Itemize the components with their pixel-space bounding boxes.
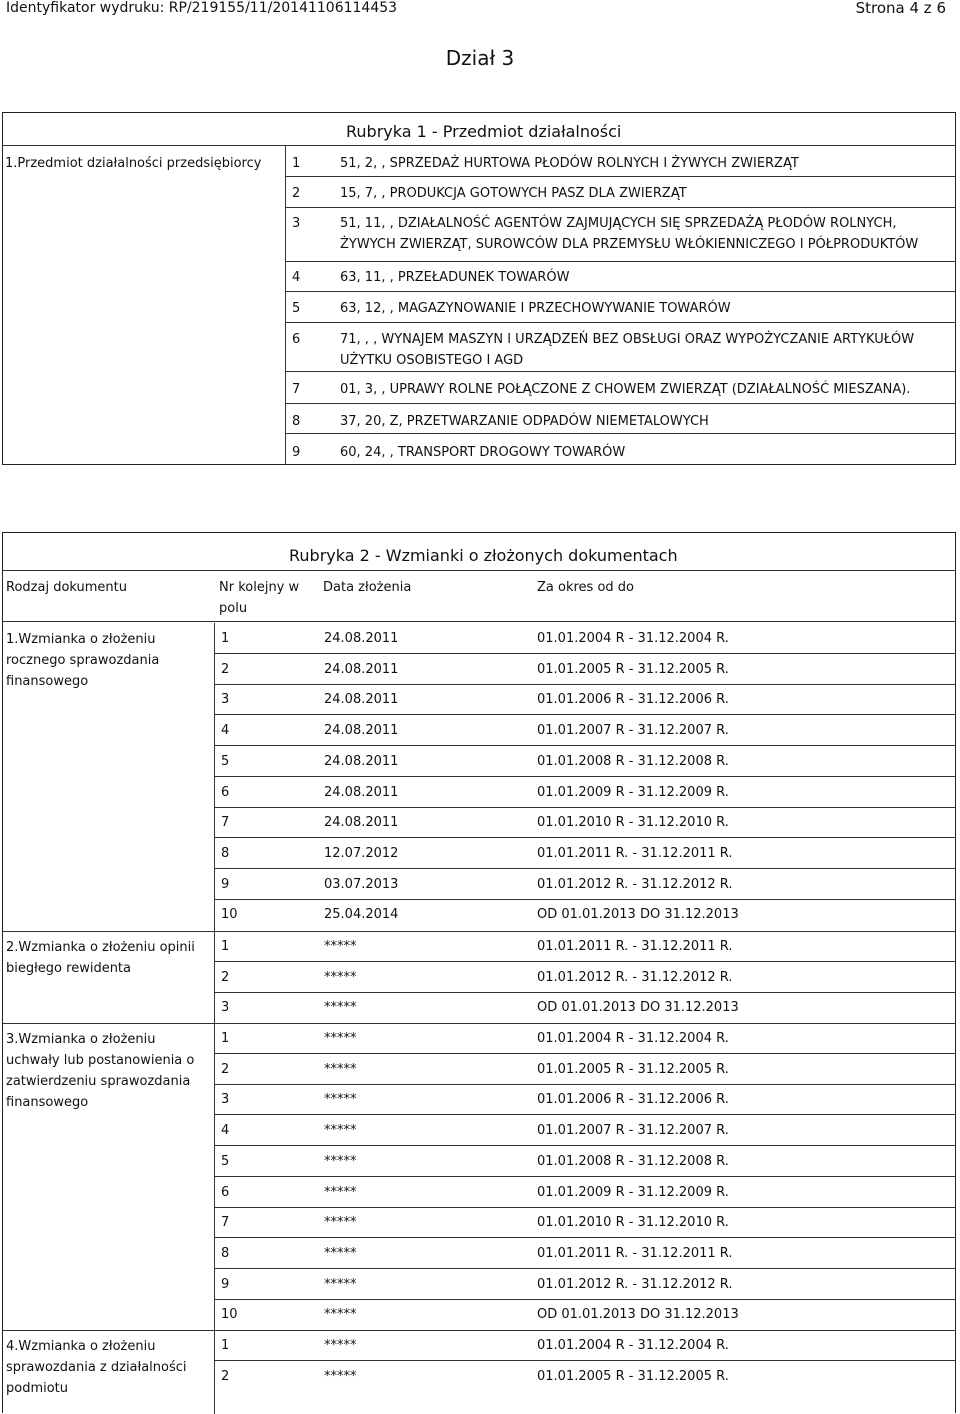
document-filing-date: 24.08.2011: [324, 784, 399, 800]
document-filing-date: 24.08.2011: [324, 753, 399, 769]
divider: [3, 931, 955, 932]
divider: [214, 1053, 955, 1054]
document-filing-date: *****: [324, 969, 357, 985]
divider: [214, 961, 955, 962]
document-filing-date: *****: [324, 1123, 357, 1139]
divider: [3, 621, 955, 622]
activity-row-text: 51, 2, , SPRZEDAŻ HURTOWA PŁODÓW ROLNYCH I ŻYWYCH ZWIERZĄT: [340, 156, 799, 171]
activity-row-number: 7: [292, 382, 301, 397]
document-row-number: 2: [221, 1368, 230, 1384]
rubric-2-table: [2, 532, 956, 1413]
document-period: 01.01.2011 R. - 31.12.2011 R.: [537, 939, 733, 954]
document-row-number: 4: [221, 723, 230, 739]
document-row-number: 6: [221, 1184, 230, 1200]
divider: [214, 745, 955, 746]
divider: [214, 1114, 955, 1115]
document-period: 01.01.2006 R - 31.12.2006 R.: [537, 1092, 729, 1108]
divider: [214, 1299, 955, 1300]
activity-row-number: 9: [292, 445, 301, 460]
document-row-number: 7: [221, 1215, 230, 1231]
document-row-number: 9: [221, 1276, 230, 1292]
divider: [214, 1145, 955, 1146]
document-filing-date: *****: [324, 1031, 357, 1046]
divider: [214, 1176, 955, 1177]
divider: [214, 992, 955, 993]
rubric-1-table: [2, 112, 956, 465]
document-filing-date: 24.08.2011: [324, 692, 399, 708]
activity-row-number: 8: [292, 414, 301, 429]
divider: [214, 868, 955, 869]
divider: [3, 145, 955, 146]
print-identifier: Identyfikator wydruku: RP/219155/11/20141106114453: [6, 0, 398, 16]
divider: [285, 145, 286, 464]
document-filing-date: *****: [324, 1000, 357, 1016]
document-filing-date: 03.07.2013: [324, 876, 399, 892]
activity-group-label: 1.Przedmiot działalności przedsiębiorcy: [5, 156, 262, 171]
divider: [214, 1237, 955, 1238]
document-period: 01.01.2009 R - 31.12.2009 R.: [537, 784, 729, 800]
document-type-label: 4.Wzmianka o złożeniu sprawozdania z działalności podmiotu: [6, 1339, 187, 1396]
document-filing-date: 24.08.2011: [324, 815, 399, 831]
document-row-number: 3: [221, 1092, 230, 1108]
document-period: 01.01.2010 R - 31.12.2010 R.: [537, 1215, 729, 1231]
document-type-label: 3.Wzmianka o złożeniu uchwały lub postanowienia o zatwierdzeniu sprawozdania finansowego: [6, 1032, 195, 1110]
activity-row-text: 71, , , WYNAJEM MASZYN I URZĄDZEŃ BEZ OBSŁUGI ORAZ WYPOŻYCZANIE ARTYKUŁÓW UŻYTKU OSOBISTEGO I AGD: [340, 332, 915, 368]
divider: [285, 291, 955, 292]
document-period: 01.01.2012 R. - 31.12.2012 R.: [537, 876, 733, 892]
document-period: 01.01.2005 R - 31.12.2005 R.: [537, 1061, 729, 1077]
document-filing-date: 12.07.2012: [324, 845, 399, 861]
document-filing-date: 24.08.2011: [324, 661, 399, 677]
document-row-number: 2: [221, 661, 230, 677]
document-row-number: 1: [221, 939, 230, 954]
divider: [214, 807, 955, 808]
divider: [3, 570, 955, 571]
divider: [214, 684, 955, 685]
document-filing-date: *****: [324, 939, 357, 954]
document-filing-date: 24.08.2011: [324, 723, 399, 739]
document-filing-date: *****: [324, 1092, 357, 1108]
document-filing-date: *****: [324, 1245, 357, 1261]
divider: [214, 776, 955, 777]
activity-row-text: 63, 11, , PRZEŁADUNEK TOWARÓW: [340, 270, 570, 285]
document-row-number: 3: [221, 692, 230, 708]
document-type-label: 1.Wzmianka o złożeniu rocznego sprawozdania finansowego: [6, 632, 160, 689]
divider: [214, 837, 955, 838]
divider: [3, 1330, 955, 1331]
activity-row-number: 6: [292, 332, 301, 347]
document-row-number: 6: [221, 784, 230, 800]
document-period: 01.01.2008 R - 31.12.2008 R.: [537, 1153, 729, 1169]
divider: [214, 623, 215, 931]
page-header: [6, 0, 946, 22]
column-header-sequence-number: Nr kolejny w polu: [219, 580, 300, 616]
document-filing-date: *****: [324, 1184, 357, 1200]
document-period: 01.01.2006 R - 31.12.2006 R.: [537, 692, 729, 708]
document-period: 01.01.2005 R - 31.12.2005 R.: [537, 1368, 729, 1384]
document-period: 01.01.2012 R. - 31.12.2012 R.: [537, 1276, 733, 1292]
activity-row-number: 4: [292, 270, 301, 285]
rubric-2-title: Rubryka 2 - Wzmianki o złożonych dokumentach: [289, 546, 678, 565]
divider: [285, 322, 955, 323]
document-period: 01.01.2010 R - 31.12.2010 R.: [537, 815, 729, 831]
document-filing-date: *****: [324, 1061, 357, 1077]
activity-row-number: 5: [292, 301, 301, 316]
document-filing-date: *****: [324, 1368, 357, 1384]
divider: [285, 261, 955, 262]
divider: [214, 1268, 955, 1269]
document-period: OD 01.01.2013 DO 31.12.2013: [537, 907, 739, 923]
document-row-number: 10: [221, 1307, 238, 1323]
activity-row-text: 60, 24, , TRANSPORT DROGOWY TOWARÓW: [340, 445, 626, 460]
activity-row-number: 2: [292, 186, 301, 201]
document-row-number: 3: [221, 1000, 230, 1016]
document-type-label: 2.Wzmianka o złożeniu opinii biegłego rewidenta: [6, 940, 195, 976]
document-period: OD 01.01.2013 DO 31.12.2013: [537, 1307, 739, 1323]
activity-row-text: 63, 12, , MAGAZYNOWANIE I PRZECHOWYWANIE TOWARÓW: [340, 301, 731, 316]
divider: [3, 1023, 955, 1024]
document-filing-date: *****: [324, 1276, 357, 1292]
activity-row-number: 1: [292, 156, 301, 171]
section-title: Dział 3: [445, 46, 515, 70]
divider: [214, 1207, 955, 1208]
document-row-number: 9: [221, 876, 230, 892]
document-period: 01.01.2004 R - 31.12.2004 R.: [537, 1031, 729, 1046]
page-number: Strona 4 z 6: [855, 0, 946, 17]
activity-row-text: 37, 20, Z, PRZETWARZANIE ODPADÓW NIEMETALOWYCH: [340, 414, 709, 429]
divider: [285, 371, 955, 372]
document-row-number: 4: [221, 1123, 230, 1139]
document-row-number: 8: [221, 1245, 230, 1261]
divider: [214, 931, 215, 1023]
document-filing-date: 25.04.2014: [324, 907, 399, 923]
activity-row-text: 15, 7, , PRODUKCJA GOTOWYCH PASZ DLA ZWIERZĄT: [340, 186, 687, 201]
document-row-number: 1: [221, 631, 230, 646]
document-row-number: 5: [221, 753, 230, 769]
document-period: 01.01.2007 R - 31.12.2007 R.: [537, 723, 729, 739]
document-period: 01.01.2008 R - 31.12.2008 R.: [537, 753, 729, 769]
divider: [285, 403, 955, 404]
divider: [285, 433, 955, 434]
activity-row-number: 3: [292, 216, 301, 231]
document-period: 01.01.2009 R - 31.12.2009 R.: [537, 1184, 729, 1200]
document-period: 01.01.2004 R - 31.12.2004 R.: [537, 631, 729, 646]
document-row-number: 8: [221, 845, 230, 861]
document-filing-date: *****: [324, 1338, 357, 1353]
document-period: 01.01.2004 R - 31.12.2004 R.: [537, 1338, 729, 1353]
document-row-number: 1: [221, 1338, 230, 1353]
divider: [214, 1084, 955, 1085]
activity-row-text: 01, 3, , UPRAWY ROLNE POŁĄCZONE Z CHOWEM ZWIERZĄT (DZIAŁALNOŚĆ MIESZANA).: [340, 382, 911, 397]
document-period: OD 01.01.2013 DO 31.12.2013: [537, 1000, 739, 1016]
divider: [214, 1360, 955, 1361]
activity-row-text: 51, 11, , DZIAŁALNOŚĆ AGENTÓW ZAJMUJĄCYCH SIĘ SPRZEDAŻĄ PŁODÓW ROLNYCH, ŻYWYCH ZWIERZĄT, SUROWCÓW DLA PRZEMYSŁU WŁÓKIENNICZEGO I PÓŁPRODUKTÓW: [340, 216, 919, 252]
divider: [285, 207, 955, 208]
column-header-document-type: Rodzaj dokumentu: [6, 580, 127, 595]
divider: [214, 714, 955, 715]
document-period: 01.01.2012 R. - 31.12.2012 R.: [537, 969, 733, 985]
document-period: 01.01.2005 R - 31.12.2005 R.: [537, 661, 729, 677]
document-period: 01.01.2011 R. - 31.12.2011 R.: [537, 1245, 733, 1261]
column-header-period: Za okres od do: [537, 580, 634, 595]
divider: [285, 176, 955, 177]
document-row-number: 10: [221, 907, 238, 923]
document-period: 01.01.2011 R. - 31.12.2011 R.: [537, 845, 733, 861]
document-row-number: 7: [221, 815, 230, 831]
rubric-1-title: Rubryka 1 - Przedmiot działalności: [346, 122, 622, 141]
document-filing-date: *****: [324, 1153, 357, 1169]
document-row-number: 2: [221, 969, 230, 985]
document-row-number: 1: [221, 1031, 230, 1046]
column-header-filing-date: Data złożenia: [323, 580, 412, 595]
document-row-number: 5: [221, 1153, 230, 1169]
divider: [214, 1330, 215, 1414]
document-filing-date: *****: [324, 1215, 357, 1231]
document-row-number: 2: [221, 1061, 230, 1077]
divider: [214, 653, 955, 654]
document-filing-date: *****: [324, 1307, 357, 1323]
divider: [214, 899, 955, 900]
document-filing-date: 24.08.2011: [324, 631, 399, 646]
document-period: 01.01.2007 R - 31.12.2007 R.: [537, 1123, 729, 1139]
